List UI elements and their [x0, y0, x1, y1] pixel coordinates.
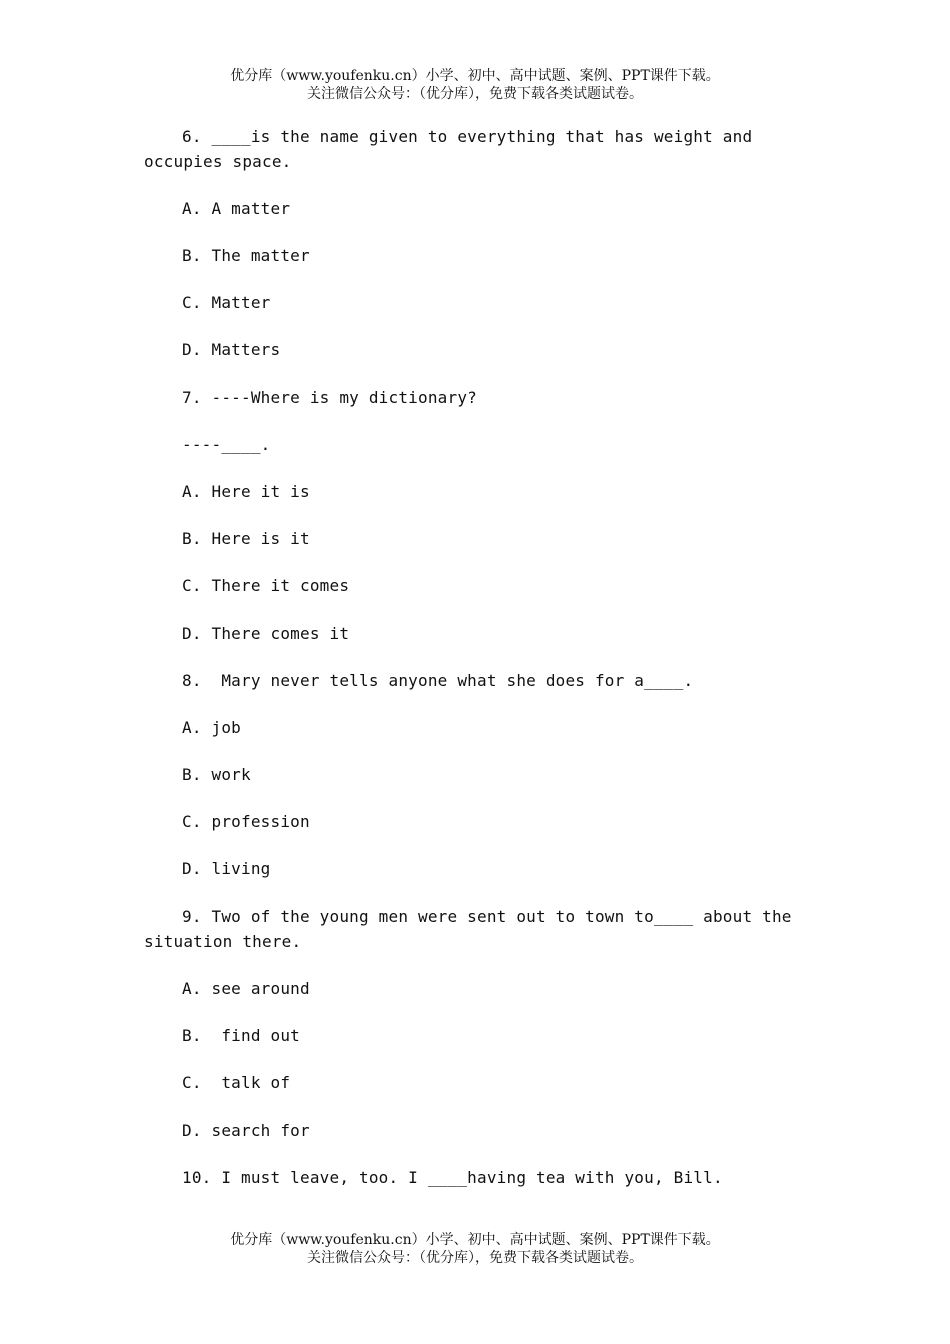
question-7-stem: 7. ----Where is my dictionary? [182, 388, 477, 407]
question-7-option-d: D. There comes it [182, 624, 350, 643]
question-8-option-c: C. profession [182, 812, 310, 831]
question-6-stem: 6. ____is the name given to everything that has weight and [182, 127, 753, 146]
question-9-option-b: B. find out [182, 1026, 300, 1045]
question-9-option-a: A. see around [182, 979, 310, 998]
question-9-option-c: C. talk of [182, 1073, 291, 1092]
header-line-2: 关注微信公众号：（优分库），免费下载各类试题试卷。 [307, 86, 643, 102]
question-7-option-a: A. Here it is [182, 482, 310, 501]
question-8-option-d: D. living [182, 859, 271, 878]
header-line-1: 优分库（www.youfenku.cn）小学、初中、高中试题、案例、PPT课件下载。 [230, 68, 720, 84]
footer-line-1: 优分库（www.youfenku.cn）小学、初中、高中试题、案例、PPT课件下载。 [230, 1232, 720, 1248]
question-9-stem-cont: situation there. [144, 932, 302, 951]
page-footer [0, 1231, 950, 1267]
question-7-response: ----____. [182, 435, 271, 454]
footer-line-2: 关注微信公众号：（优分库），免费下载各类试题试卷。 [307, 1250, 643, 1266]
question-8-stem: 8. Mary never tells anyone what she does for a____. [182, 671, 694, 690]
question-6-stem-cont: occupies space. [144, 152, 292, 171]
question-8-option-a: A. job [182, 718, 241, 737]
question-6-option-a: A. A matter [182, 199, 291, 218]
question-6-option-d: D. Matters [182, 340, 281, 359]
question-8-option-b: B. work [182, 765, 251, 784]
question-7-option-c: C. There it comes [182, 576, 350, 595]
page-header [0, 67, 950, 103]
question-6-option-c: C. Matter [182, 293, 271, 312]
question-9-option-d: D. search for [182, 1121, 310, 1140]
question-10-stem: 10. I must leave, too. I ____having tea with you, Bill. [182, 1168, 723, 1187]
question-7-option-b: B. Here is it [182, 529, 310, 548]
question-6-option-b: B. The matter [182, 246, 310, 265]
question-9-stem: 9. Two of the young men were sent out to town to____ about the [182, 907, 792, 926]
